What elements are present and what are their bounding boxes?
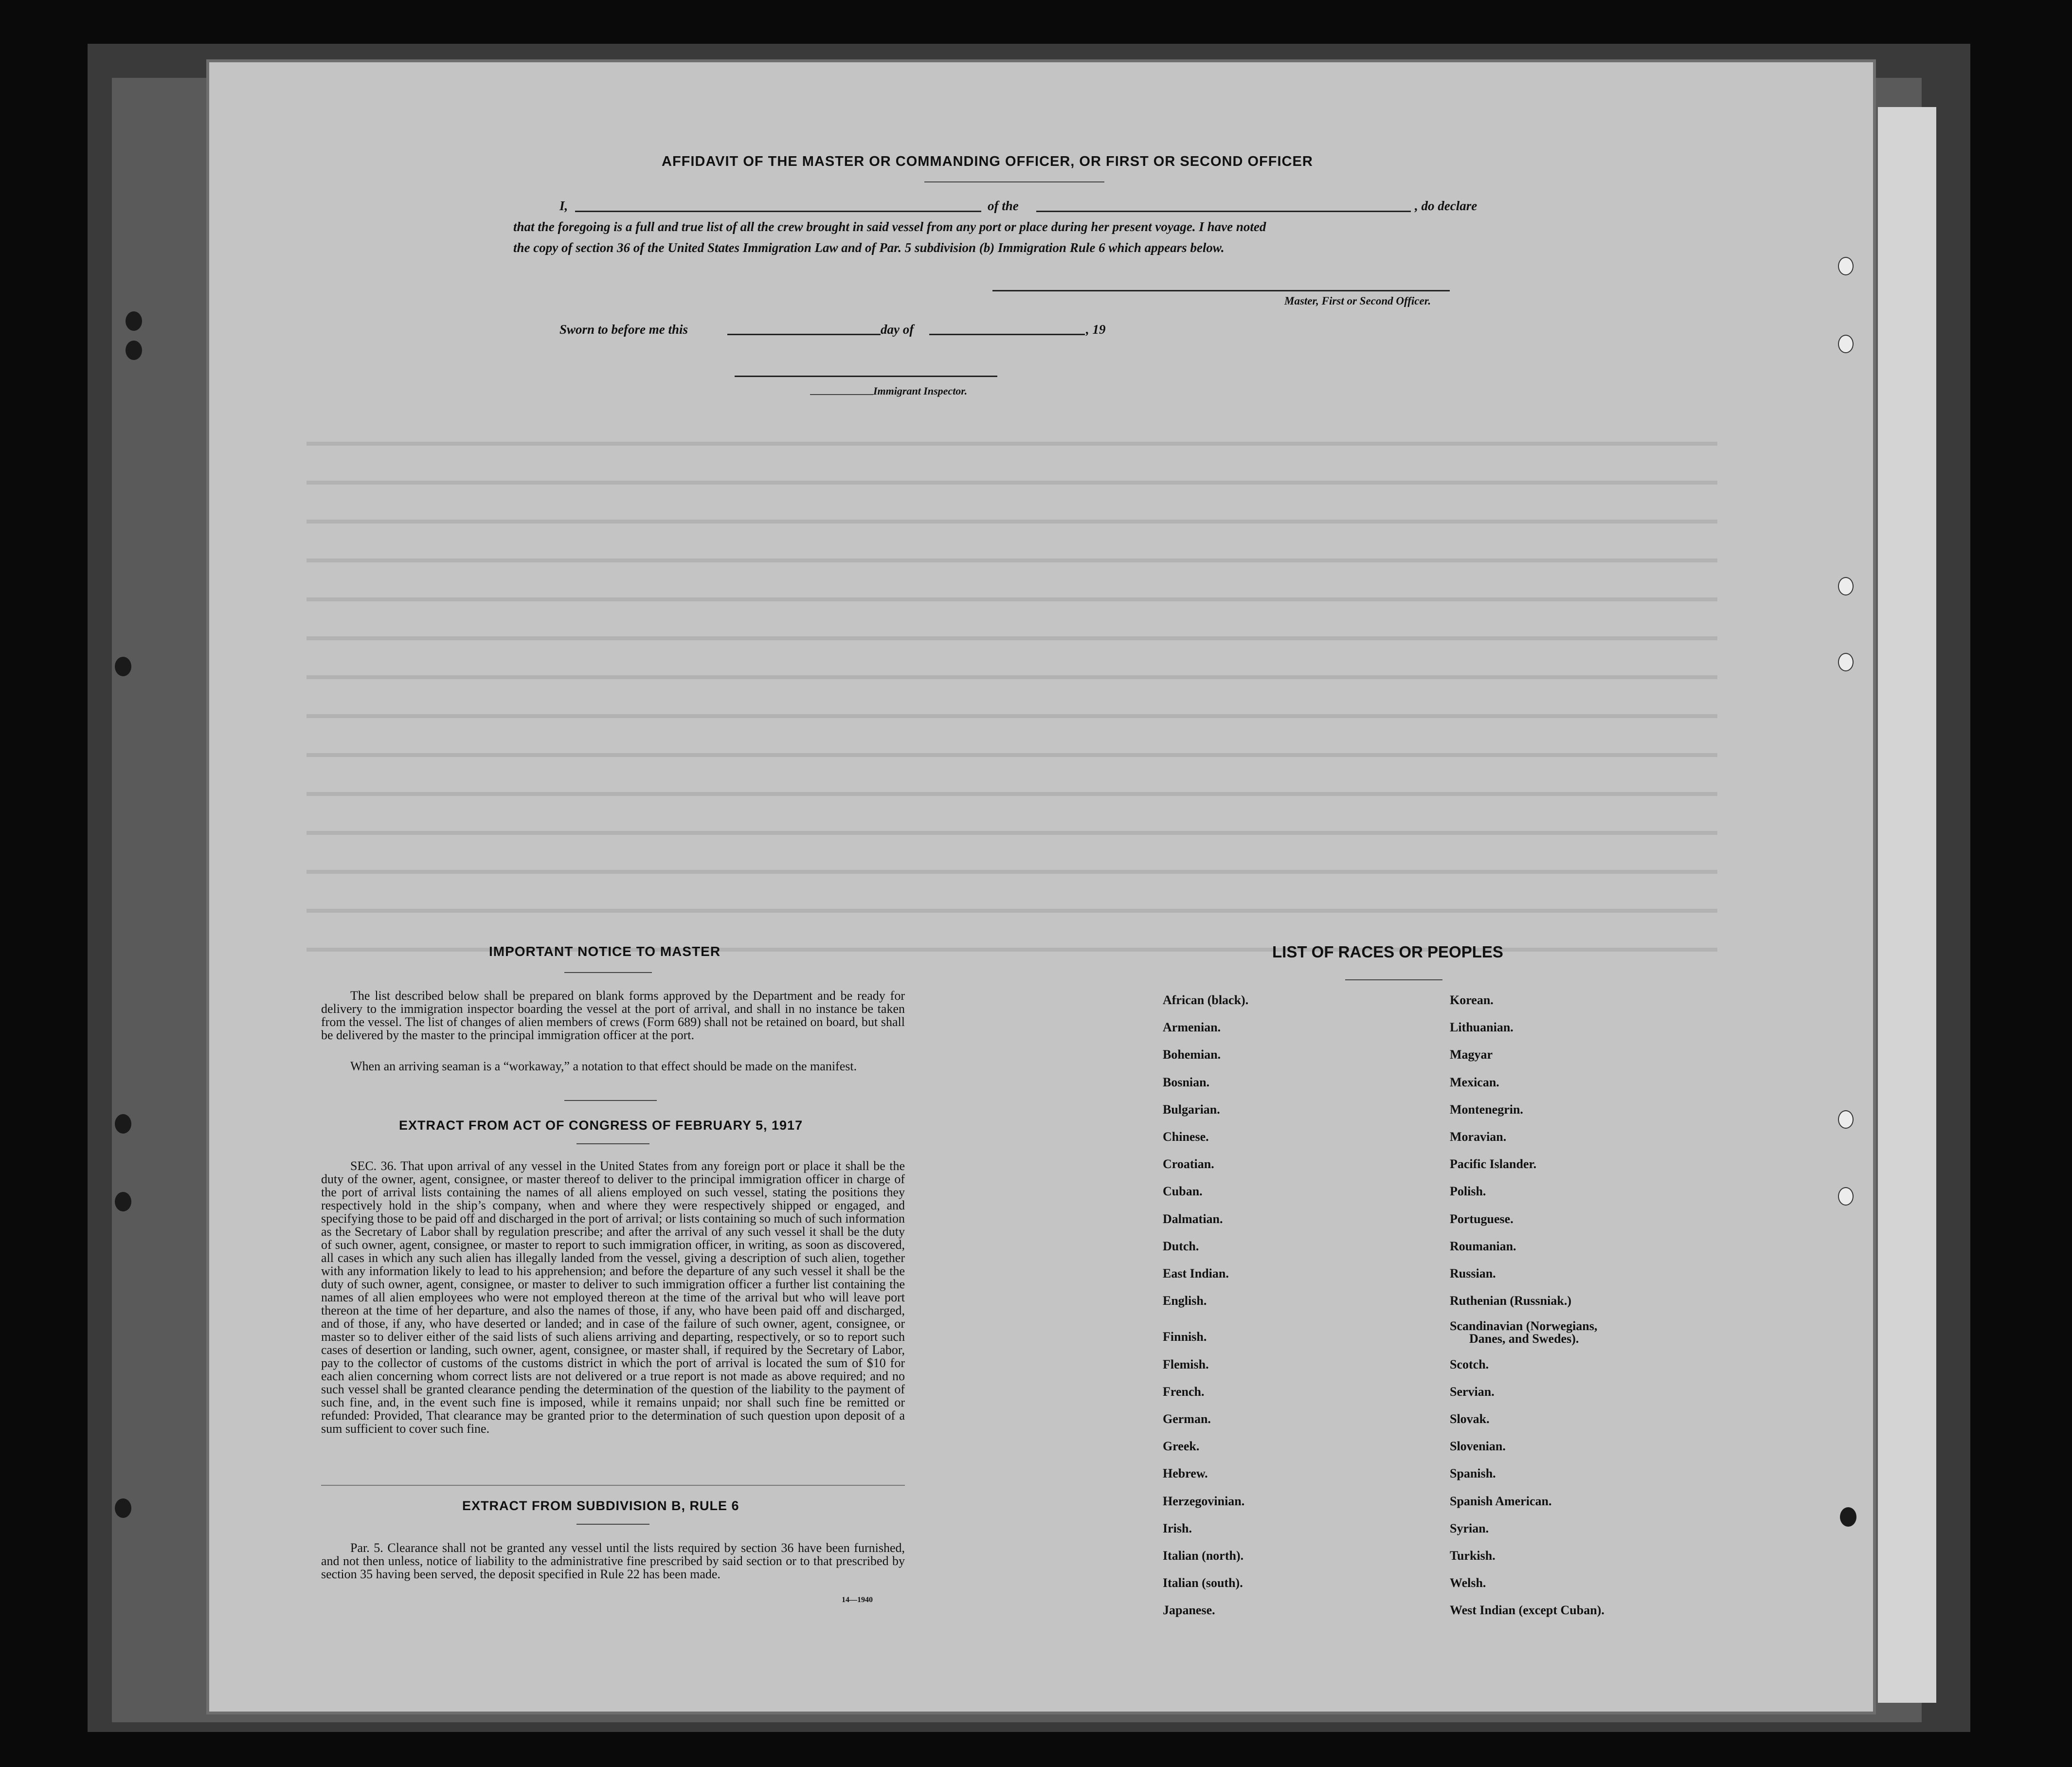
race-item: Ruthenian (Russniak.) [1450, 1294, 1571, 1308]
race-item: Slovenian. [1450, 1439, 1506, 1454]
extract-rule-text: Par. 5. Clearance shall not be granted any vessel until the lists required by section 36 have been furnished, and not then unless, notice of liability to the administrative fine prescribed by said section or to that prescribed by section 35 having been served, the deposit specified in Rule 22 has been made. [321, 1541, 905, 1581]
sworn-day-field[interactable] [727, 334, 881, 335]
binder-hole-icon [126, 341, 142, 360]
race-item-continuation: Danes, and Swedes). [1469, 1332, 1579, 1346]
race-item: Bohemian. [1163, 1047, 1221, 1062]
race-item: Bulgarian. [1163, 1102, 1220, 1117]
declarant-name-field[interactable] [575, 211, 981, 212]
race-item: Mexican. [1450, 1075, 1499, 1089]
vessel-name-field[interactable] [1036, 211, 1411, 212]
binder-hole-icon [1838, 653, 1854, 671]
race-item: Croatian. [1163, 1157, 1214, 1172]
binder-hole-icon [115, 1498, 131, 1518]
binder-hole-icon [1838, 577, 1854, 595]
race-item: Finnish. [1163, 1330, 1207, 1344]
race-item: Polish. [1450, 1184, 1486, 1199]
sworn-day-of: day of [881, 322, 914, 337]
race-item: Spanish American. [1450, 1494, 1552, 1508]
race-item: Montenegrin. [1450, 1102, 1523, 1117]
binder-hole-icon [1840, 1507, 1856, 1527]
master-signature-field[interactable] [992, 290, 1450, 291]
sworn-month-field[interactable] [929, 334, 1085, 335]
race-item: West Indian (except Cuban). [1450, 1603, 1604, 1618]
race-item: Roumanian. [1450, 1239, 1516, 1253]
race-item: Russian. [1450, 1266, 1496, 1280]
inspector-label: Immigrant Inspector. [873, 385, 968, 397]
race-item: French. [1163, 1384, 1205, 1399]
race-item: Hebrew. [1163, 1466, 1208, 1481]
race-item: African (black). [1163, 993, 1249, 1007]
race-item: Spanish. [1450, 1466, 1496, 1481]
form-number: 14—1940 [842, 1596, 873, 1604]
race-item: East Indian. [1163, 1266, 1229, 1280]
extract-act-text: SEC. 36. That upon arrival of any vessel in the United States from any foreign port or place it shall be the duty of the owner, agent, consignee, or master thereof to deliver to the principal immigration officer in charge of the port of arrival lists containing the names of all aliens employed on such vessel, stating the positions they respectively hold in the ship’s company, when and where they were respectively shipped or engaged, and specifying those to be paid off and discharged in the port of arrival; or lists containing so much of such information as the Secretary of Labor shall by regulation prescribe; and after the arrival of any such vessel it shall be the duty of such owner, agent, consignee, or master to report to such immigration officer, in writing, as soon as discovered, all cases in which any such alien has illegally landed from the vessel, giving a description of such alien, together with any information likely to lead to his apprehension; and before the departure of any such vessel it shall be the duty of such owner, agent, consignee, or master to deliver to such immigration officer a further list containing the names of all alien employees who were not employed thereon at the time of the arrival but who will leave port thereon at the time of her departure, and also the names of those, if any, who have been paid off and discharged, and of those, if any, who have deserted or landed; and in case of the failure of such owner, agent, consignee, or master so to deliver either of the said lists of such aliens arriving and departing, respectively, or so to report such cases of desertion or landing, such owner, agent, consignee, or master shall, if required by the Secretary of Labor, pay to the collector of customs of the customs district in which the port of arrival is located the sum of $10 for each alien concerning whom correct lists are not delivered or a true report is not made as above required; and no such vessel shall be granted clearance pending the determination of the question of the liability to the payment of such fine, and, in the event such fine is imposed, while it remains unpaid; nor shall such fine be remitted or refunded: Provided, That clearance may be granted prior to the determination of such question upon deposit of a sum sufficient to cover such fine. [321, 1159, 905, 1436]
binder-hole-icon [115, 1192, 131, 1211]
race-item: Bosnian. [1163, 1075, 1210, 1089]
race-item: Korean. [1450, 993, 1494, 1007]
race-item: Pacific Islander. [1450, 1157, 1537, 1172]
race-item: Lithuanian. [1450, 1020, 1513, 1035]
master-label: Master, First or Second Officer. [1284, 295, 1431, 307]
extract-act-title: EXTRACT FROM ACT OF CONGRESS OF FEBRUARY 5, 1917 [399, 1118, 803, 1133]
notice-paragraph-2: When an arriving seaman is a “workaway,” a notation to that effect should be made on the manifest. [350, 1059, 857, 1073]
affidavit-declare: , do declare [1415, 198, 1477, 213]
sworn-year: , 19 [1086, 322, 1106, 337]
race-item: Scandinavian (Norwegians, [1450, 1319, 1598, 1334]
binder-hole-icon [115, 657, 131, 676]
affidavit-i: I, [559, 198, 568, 213]
race-item: Moravian. [1450, 1130, 1507, 1144]
race-item: Portuguese. [1450, 1211, 1513, 1226]
affidavit-line-2: that the foregoing is a full and true list of all the crew brought in said vessel from any port or place during her present voyage. I have noted [513, 219, 1266, 234]
extract-rule-title: EXTRACT FROM SUBDIVISION B, RULE 6 [462, 1498, 739, 1513]
race-item: Servian. [1450, 1384, 1495, 1399]
race-item: Scotch. [1450, 1357, 1489, 1371]
race-item: Italian (north). [1163, 1549, 1244, 1563]
form-sheet [209, 62, 1873, 1712]
race-item: Armenian. [1163, 1020, 1221, 1035]
race-item: Turkish. [1450, 1549, 1495, 1563]
binder-hole-icon [1838, 1110, 1854, 1129]
race-item: English. [1163, 1294, 1207, 1308]
notice-title: IMPORTANT NOTICE TO MASTER [489, 944, 721, 959]
race-item: Cuban. [1163, 1184, 1203, 1199]
race-item: Magyar [1450, 1047, 1493, 1062]
underlying-sheet-edge [1878, 107, 1936, 1703]
race-item: Chinese. [1163, 1130, 1209, 1144]
affidavit-of-the: of the [988, 198, 1019, 213]
binder-hole-icon [115, 1114, 131, 1134]
notice-paragraph-1: The list described below shall be prepared on blank forms approved by the Department and be ready for delivery to the immigration inspector boarding the vessel at the port of arrival, and shall in no instance be taken from the vessel. The list of changes of alien members of crews (Form 689) shall not be retained on board, but shall be delivered by the master to the principal immigration officer at the port. [321, 989, 905, 1042]
affidavit-line-3: the copy of section 36 of the United States Immigration Law and of Par. 5 subdivision (b) Immigration Rule 6 which appears below. [513, 240, 1225, 255]
race-item: Italian (south). [1163, 1576, 1243, 1590]
sworn-text: Sworn to before me this [559, 322, 688, 337]
races-title: LIST OF RACES OR PEOPLES [1272, 943, 1503, 961]
binder-hole-icon [126, 311, 142, 331]
binder-hole-icon [1838, 1187, 1854, 1206]
inspector-signature-field[interactable] [735, 376, 997, 377]
race-item: Dutch. [1163, 1239, 1199, 1253]
race-item: Slovak. [1450, 1412, 1490, 1426]
binder-hole-icon [1838, 257, 1854, 275]
race-item: German. [1163, 1412, 1211, 1426]
race-item: Greek. [1163, 1439, 1200, 1454]
race-item: Flemish. [1163, 1357, 1209, 1371]
binder-hole-icon [1838, 335, 1854, 353]
race-item: Dalmatian. [1163, 1211, 1223, 1226]
race-item: Welsh. [1450, 1576, 1486, 1590]
race-item: Syrian. [1450, 1521, 1489, 1535]
race-item: Irish. [1163, 1521, 1192, 1535]
affidavit-title: AFFIDAVIT OF THE MASTER OR COMMANDING OFFICER, OR FIRST OR SECOND OFFICER [662, 154, 1313, 169]
race-item: Herzegovinian. [1163, 1494, 1245, 1508]
race-item: Japanese. [1163, 1603, 1215, 1618]
